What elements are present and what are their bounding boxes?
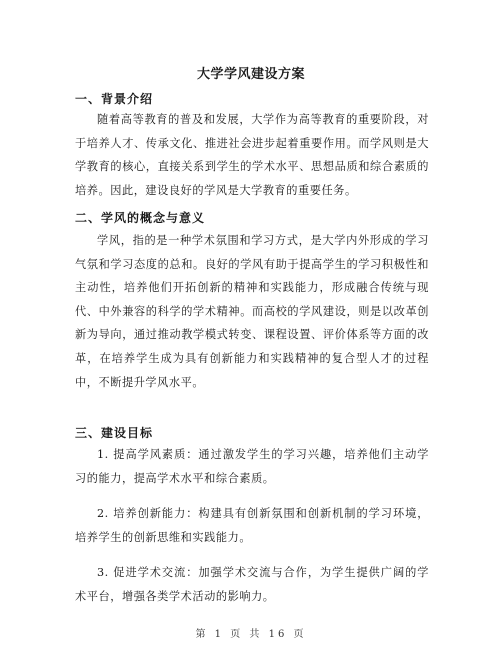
page-footer: 第 1 页 共 16 页 [195, 629, 307, 640]
section-heading-concept: 二、学风的概念与意义 [75, 211, 206, 225]
section-heading-background: 一、背景介绍 [75, 92, 154, 106]
paragraph-goal-2: 2. 培养创新能力：构建具有创新氛围和创新机制的学习环境，培养学生的创新思维和实践能力。 [75, 507, 429, 544]
document-title: 大学学风建设方案 [196, 67, 305, 82]
paragraph-goal-1: 1. 提高学风素质：通过激发学生的学习兴趣，培养他们主动学习的能力，提高学术水平和综合素质。 [75, 448, 429, 485]
paragraph-background: 随着高等教育的普及和发展，大学作为高等教育的重要阶段，对于培养人才、传承文化、推进社会进步起着重要作用。而学风则是大学教育的核心，直接关系到学生的学术水平、思想品质和综合素质的培养。因此，建设良好的学风是大学教育的重要任务。 [75, 113, 429, 197]
section-heading-goals: 三、建设目标 [75, 426, 154, 440]
paragraph-goal-3: 3. 促进学术交流：加强学术交流与合作，为学生提供广阔的学术平台，增强各类学术活动的影响力。 [75, 566, 429, 603]
paragraph-concept: 学风，指的是一种学术氛围和学习方式，是大学内外形成的学习气氛和学习态度的总和。良好的学风有助于提高学生的学习积极性和主动性，培养他们开拓创新的精神和实践能力，形成融合传统与现代、中外兼容的科学的学术精神。而高校的学风建设，则是以改革创新为导向，通过推动教学模式转变、课程设置、评价体系等方面的改革，在培养学生成为具有创新能力和实践精神的复合型人才的过程中，不断提升学风水平。 [75, 234, 429, 389]
